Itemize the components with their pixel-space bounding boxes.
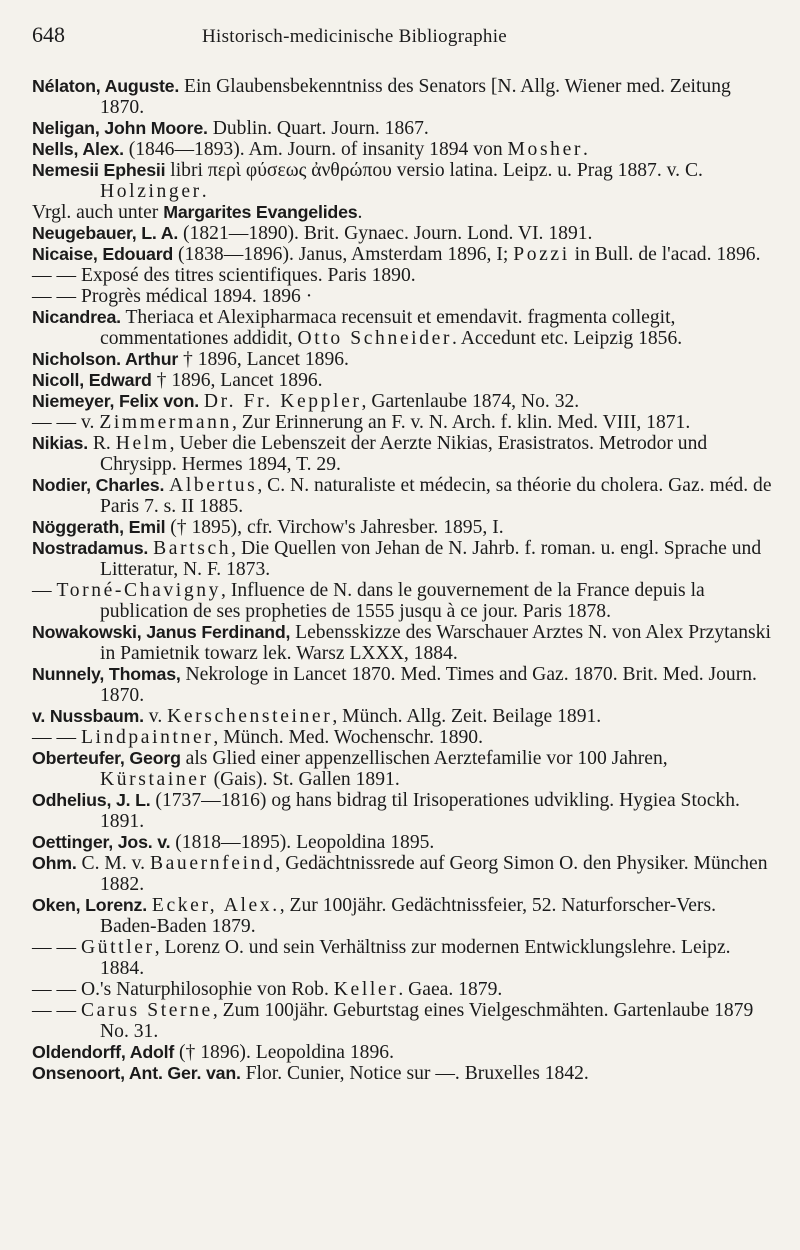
entry-author: Kerschensteiner <box>167 706 333 727</box>
bibliography-entry <box>32 412 772 433</box>
bibliography-entry <box>32 790 772 832</box>
entry-text: (1838—1896). Janus, Amsterdam 1896, I; <box>173 244 514 265</box>
entry-name: Nicandrea. <box>32 307 121 327</box>
entry-text-tail: . Gaea. 1879. <box>398 979 503 1000</box>
entry-author: Lindpaintner <box>80 727 214 748</box>
entry-author: Pozzi <box>513 244 570 265</box>
bibliography-entry <box>32 895 772 937</box>
entry-author: Keller <box>333 979 399 1000</box>
entry-text-tail: . <box>583 139 588 160</box>
entry-name: Neugebauer, L. A. <box>32 223 179 243</box>
entry-author: Zimmermann <box>99 412 232 433</box>
entry-text-tail: , Ueber die Lebenszeit der Aerzte Nikias, Erasistratos. Metrodor und Chrysipp. Hermes 1894, T. 29. <box>100 433 708 475</box>
bibliography-entry <box>32 433 772 475</box>
entry-name: Nöggerath, Emil <box>32 517 166 537</box>
running-title: Historisch-medicinische Bibliographie <box>202 26 508 47</box>
entry-author: Bauernfeind <box>149 853 276 874</box>
entry-text: — — Exposé des titres scientifiques. Paris 1890. <box>32 265 416 286</box>
bibliography-entry <box>32 370 772 391</box>
entry-text: — — <box>32 1000 81 1021</box>
entry-name: Nélaton, Auguste. <box>32 76 180 96</box>
entry-name: Oken, Lorenz. <box>32 895 147 915</box>
bibliography-entry <box>32 937 772 979</box>
entry-text: (1737—1816) og hans bidrag til Irisoperationes udvikling. Hygiea Stockh. 1891. <box>100 790 740 832</box>
entry-text: Ein Glaubensbekenntniss des Senators [N. Allg. Wiener med. Zeitung 1870. <box>100 76 731 118</box>
bibliography-entry <box>32 286 772 307</box>
entry-text: (1846—1893). Am. Journ. of insanity 1894 von <box>123 139 508 160</box>
entry-text: † 1896, Lancet 1896. <box>151 370 323 391</box>
entry-author: Torné-Chavigny <box>56 580 222 601</box>
entry-text: — — O.'s Naturphilosophie von Rob. <box>32 979 334 1000</box>
entry-name: v. Nussbaum. <box>32 706 144 726</box>
bibliography-entry <box>32 664 772 706</box>
entry-text: als Glied einer appenzellischen Aerztefamilie vor 100 Jahren, <box>180 748 668 769</box>
entry-text: † 1896, Lancet 1896. <box>178 349 349 370</box>
entry-text: libri περὶ φύσεως ἀνθρώπου versio latina. Leipz. u. Prag 1887. v. C. <box>165 160 703 181</box>
entry-author: Kürstainer <box>100 769 209 790</box>
entry-author: Güttler <box>80 937 155 958</box>
entry-name: Nicaise, Edouard <box>32 244 174 264</box>
entry-text: — — v. <box>32 412 100 433</box>
entry-text-tail: . <box>201 181 207 202</box>
bibliography-entries <box>32 76 772 1084</box>
entry-text-tail: , Münch. Med. Wochenschr. 1890. <box>213 727 484 748</box>
entry-author: Helm <box>115 433 170 454</box>
entry-text: C. M. v. <box>76 853 150 874</box>
entry-text-tail: , Gedächtnissrede auf Georg Simon O. den Physiker. München 1882. <box>100 853 768 895</box>
bibliography-entry <box>32 139 772 160</box>
entry-name: Oldendorff, Adolf <box>32 1042 175 1062</box>
entry-text-tail: in Bull. de l'acad. 1896. <box>569 244 761 265</box>
entry-author: Bartsch <box>153 538 232 559</box>
entry-text: — — <box>32 937 81 958</box>
entry-text-tail: . Accedunt etc. Leipzig 1856. <box>452 328 683 349</box>
entry-author: Carus Sterne <box>80 1000 213 1021</box>
bibliography-entry <box>32 832 772 853</box>
page-number: 648 <box>32 22 65 47</box>
bibliography-entry <box>32 622 772 664</box>
bibliography-entry <box>32 853 772 895</box>
bibliography-entry <box>32 118 772 139</box>
bibliography-entry <box>32 1042 772 1063</box>
entry-name: Nikias. <box>32 433 88 453</box>
entry-name: Neligan, John Moore. <box>32 118 208 138</box>
entry-text: Lebensskizze des Warschauer Arztes N. von Alex Przytanski in Pamietnik towarz lek. Warsz LXXX, 1884. <box>100 622 771 664</box>
entry-text-tail: , C. N. naturaliste et médecin, sa théorie du cholera. Gaz. méd. de Paris 7. s. II 1885. <box>100 475 772 517</box>
bibliography-entry <box>32 307 772 349</box>
entry-text: — — <box>32 727 81 748</box>
entry-text-tail: , Gartenlaube 1874, No. 32. <box>361 391 580 412</box>
entry-author: Ecker, Alex. <box>151 895 280 916</box>
entry-author: Otto Schneider <box>297 328 453 349</box>
entry-name: Nunnely, Thomas, <box>32 664 181 684</box>
entry-author: Holzinger <box>100 181 202 202</box>
bibliography-entry <box>32 748 772 790</box>
entry-text: († 1896). Leopoldina 1896. <box>174 1042 394 1063</box>
entry-name: Nowakowski, Janus Ferdinand, <box>32 622 291 642</box>
entry-text: (1821—1890). Brit. Gynaec. Journ. Lond. VI. 1891. <box>178 223 593 244</box>
entry-text: (1818—1895). Leopoldina 1895. <box>170 832 435 853</box>
bibliography-entry <box>32 727 772 748</box>
entry-text: († 1895), cfr. Virchow's Jahresber. 1895, I. <box>165 517 504 538</box>
bibliography-entry <box>32 265 772 286</box>
entry-name: Oberteufer, Georg <box>32 748 181 768</box>
entry-author: Albertus <box>169 475 258 496</box>
entry-text-tail: , Münch. Allg. Zeit. Beilage 1891. <box>332 706 602 727</box>
bibliography-entry <box>32 349 772 370</box>
page-header <box>32 22 772 62</box>
bibliography-entry <box>32 202 772 223</box>
entry-text: Theriaca et Alexipharmaca recensuit et emendavit. fragmenta collegit, commentationes addidit, <box>100 307 676 349</box>
entry-text-tail: , Lorenz O. und sein Verhältniss zur modernen Entwicklungslehre. Leipz. 1884. <box>100 937 731 979</box>
entry-author: Mosher <box>507 139 583 160</box>
entry-name: Nostradamus. <box>32 538 149 558</box>
entry-text-tail: , Zur Erinnerung an F. v. N. Arch. f. klin. Med. VIII, 1871. <box>231 412 691 433</box>
entry-text-tail: . <box>357 202 363 223</box>
bibliography-entry <box>32 1000 772 1042</box>
entry-name: Nemesii Ephesii <box>32 160 166 180</box>
bibliography-entry <box>32 475 772 517</box>
entry-text: Flor. Cunier, Notice sur —. Bruxelles 1842. <box>240 1063 589 1084</box>
entry-text-tail: (Gais). St. Gallen 1891. <box>208 769 400 790</box>
entry-name: Oettinger, Jos. v. <box>32 832 171 852</box>
entry-name: Odhelius, J. L. <box>32 790 151 810</box>
entry-name: Ohm. <box>32 853 77 873</box>
entry-name: Niemeyer, Felix von. <box>32 391 199 411</box>
entry-author: Dr. Fr. Keppler <box>203 391 362 412</box>
bibliography-entry <box>32 223 772 244</box>
bibliography-entry <box>32 76 772 118</box>
bibliography-entry <box>32 979 772 1000</box>
entry-text: Vrgl. auch unter <box>32 202 164 223</box>
entry-text: R. <box>87 433 116 454</box>
bibliography-entry <box>32 244 772 265</box>
bibliography-entry <box>32 580 772 622</box>
bibliography-entry <box>32 706 772 727</box>
entry-name: Nicholson. Arthur <box>32 349 179 369</box>
bibliography-entry <box>32 1063 772 1084</box>
entry-name: Nodier, Charles. <box>32 475 165 495</box>
entry-text: Dublin. Quart. Journ. 1867. <box>207 118 429 139</box>
entry-text: — <box>32 580 57 601</box>
entry-text-tail: , Zum 100jähr. Geburtstag eines Vielgeschmähten. Gartenlaube 1879 No. 31. <box>100 1000 754 1042</box>
bibliography-entry <box>32 538 772 580</box>
bibliography-entry <box>32 517 772 538</box>
entry-cross-ref-name: Margarites Evangelides <box>163 202 358 222</box>
bibliography-entry <box>32 391 772 412</box>
entry-text: v. <box>143 706 168 727</box>
entry-name: Onsenoort, Ant. Ger. van. <box>32 1063 241 1083</box>
entry-name: Nicoll, Edward <box>32 370 152 390</box>
entry-text-tail: , Zur 100jähr. Gedächtnissfeier, 52. Naturforscher-Vers. Baden-Baden 1879. <box>100 895 716 937</box>
entry-name: Nells, Alex. <box>32 139 124 159</box>
entry-text: — — Progrès médical 1894. 1896 · <box>32 286 313 307</box>
entry-text-tail: , Influence de N. dans le gouvernement de la France depuis la publication de ses propheties de 1555 jusqu à ce jour. Paris 1878. <box>100 580 705 622</box>
entry-text-tail: , Die Quellen von Jehan de N. Jahrb. f. roman. u. engl. Sprache und Litteratur, N. F. 1873. <box>100 538 762 580</box>
bibliography-entry <box>32 160 772 202</box>
entry-text: Nekrologe in Lancet 1870. Med. Times and Gaz. 1870. Brit. Med. Journ. 1870. <box>100 664 757 706</box>
